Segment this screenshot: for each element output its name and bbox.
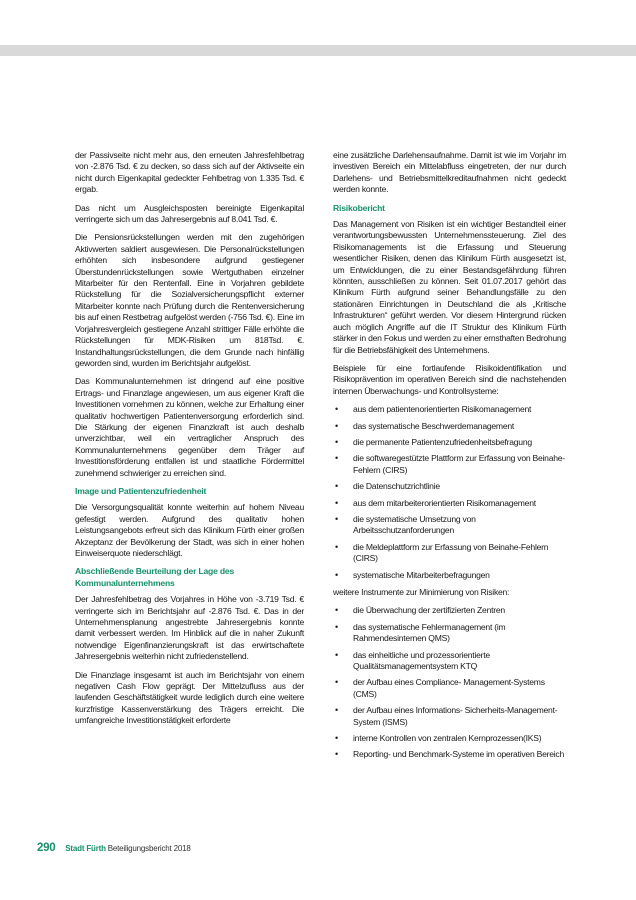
list-instrumente xyxy=(333,605,566,760)
list-item: • interne Kontrollen von zentralen Kernprozessen(IKS) xyxy=(335,733,542,744)
paragraph-eigenkapital: Das nicht um Ausgleichsposten bereinigte Eigenkapital verringerte sich um das Jahresergebnis auf 8.041 Tsd. €. xyxy=(75,202,304,225)
paragraph-beispiele: Beispiele für eine fortlaufende Risikoidentifikation und Risikoprävention im operativen Bereich sind die nachstehenden internen Überwachungs- und Kontrollsysteme: xyxy=(333,362,566,396)
bullet-icon: • xyxy=(335,677,338,688)
list-item: • die Überwachung der zertifizierten Zentren xyxy=(335,605,505,616)
bullet-icon: • xyxy=(335,649,338,660)
list-item: • die Datenschutzrichtlinie xyxy=(335,481,440,492)
paragraph-risikomanagement: Das Management von Risiken ist ein wichtiger Bestandteil einer verantwortungsbewussten Unternehmenssteuerung. Ziel des Risikomanagements ist die Erfassung und Steuerung wesentlicher Risiken, denen das Klinikum Fürth ausgesetzt ist, um Entwicklungen, die zu einer Bestandsgefährdung führen könnten, ausschließen zu können. Seit 01.07.2017 gehört das Klinikum Fürth aufgrund seiner Behandlungsfälle zu den stationären Einrichtungen in Deutschland die als „Kritische Infrastrukturen“ geführt werden. Vor diesem Hintergrund rücken auch möglich Angriffe auf die IT Struktur des Klinikum Fürth stärker in den Fokus und werden zu einer ernsthaften Bedrohung für die Betriebsfähigkeit des Unternehmens. xyxy=(333,219,566,355)
bullet-icon: • xyxy=(335,705,338,716)
left-column xyxy=(75,150,304,734)
right-column xyxy=(333,150,566,767)
list-item: • die Meldeplattform zur Erfassung von Beinahe-Fehlern (CIRS) xyxy=(335,541,549,564)
paragraph-passivseite: der Passivseite nicht mehr aus, den erneuten Jahresfehlbetrag von -2.876 Tsd. € zu decken, so dass sich auf der Aktivseite ein nicht durch Eigenkapital gedeckter Fehlbetrag von 1.335 Tsd. € ergab. xyxy=(75,150,304,195)
bullet-icon: • xyxy=(335,420,338,431)
paragraph-finanzlage: Die Finanzlage insgesamt ist auch im Berichtsjahr von einem negativen Cash Flow geprägt. Der Mittelzufluss aus der laufenden Geschäftstätigkeit wurde lediglich durch eine weitere kurzfristige Kassenverstärkung des Trägers erreicht. Die umfangreiche Investitionstätigkeit erforderte xyxy=(75,669,304,726)
list-kontrollsysteme xyxy=(333,404,566,581)
bullet-icon: • xyxy=(335,605,338,616)
footer-brand: Stadt Fürth xyxy=(65,844,106,853)
bullet-icon: • xyxy=(335,749,338,760)
footer-report-title: Beteiligungsbericht 2018 xyxy=(107,844,191,853)
list-item: • die systematische Umsetzung von Arbeitsschutzanforderungen xyxy=(335,513,476,536)
page-footer xyxy=(37,842,191,854)
paragraph-kommunalunternehmen: Das Kommunalunternehmen ist dringend auf eine positive Ertrags- und Finanzlage angewiesen, um aus eigener Kraft die Investitionen vornehmen zu können, welche zur Erhaltung einer qualitativ hochwertigen Patientenversorgung erforderlich sind. Die Stärkung der eigenen Finanzkraft ist auch deshalb unverzichtbar, weil ein vertraglicher Anspruch des Kommunalunternehmens gegenüber dem Träger auf Investitionsförderung entfallen ist und staatliche Fördermittel zunehmend schwieriger zu erreichen sind. xyxy=(75,376,304,478)
list-item: • aus dem patientenorientierten Risikomanagement xyxy=(335,404,532,415)
bullet-icon: • xyxy=(335,481,338,492)
list-item: • die permanente Patientenzufriedenheitsbefragung xyxy=(335,436,532,447)
heading-abschliessende-beurteilung: Abschließende Beurteilung der Lage des Kommunalunternehmens xyxy=(75,566,235,588)
list-item: • Reporting- und Benchmark-Systeme im operativen Bereich xyxy=(335,749,564,760)
bullet-icon: • xyxy=(335,497,338,508)
paragraph-darlehensaufnahme: eine zusätzliche Darlehensaufnahme. Damit ist wie im Vorjahr im investiven Bereich ein Mittelabfluss eingetreten, der nur durch Darlehens- und Betriebsmittelkreditaufnahmen nicht gedeckt werden konnte. xyxy=(333,150,566,195)
paragraph-versorgungsqualitaet: Die Versorgungsqualität konnte weiterhin auf hohem Niveau gefestigt werden. Aufgrund des qualitativ hohen Leistungsangebots erfreut sich das Klinikum Fürth einer großen Akzeptanz der Bevölkerung der Stadt, was sich in einer hohen Einweiserquote niederschlägt. xyxy=(75,502,304,558)
list-item: • aus dem mitarbeiterorientierten Risikomanagement xyxy=(335,497,536,508)
bullet-icon: • xyxy=(335,621,338,632)
bullet-icon: • xyxy=(335,436,338,447)
bullet-icon: • xyxy=(335,453,338,464)
bullet-icon: • xyxy=(335,733,338,744)
heading-image-patientenzufriedenheit: Image und Patientenzufriedenheit xyxy=(75,485,207,496)
list-item: • das systematische Fehlermanagement (im Rahmendesinternen QMS) xyxy=(335,621,506,644)
list-item: • die softwaregestützte Plattform zur Erfassung von Beinahe-Fehlern (CIRS) xyxy=(335,453,565,475)
paragraph-pensionsrueckstellungen: Die Pensionsrückstellungen werden mit den zugehörigen Aktivwerten saldiert ausgewiesen. Die Personalrückstellungen erhöhten sich insbesondere aufgrund gestiegener Überstundenrückstellungen sowie Wertguthaben einzelner Mitarbeiter für den Rentenfall. Eine in Vorjahren gebildete Rückstellung für die Sozialversicherungspflicht externer Mitarbeiter konnte nach Prüfung durch die Rentenversicherung bis auf einen Restbetrag aufgelöst werden (-756 Tsd. €). Eine im Vorjahresvergleich gestiegene Anzahl strittiger Fälle erhöhte die Rückstellungen für MDK-Risiken um 818Tsd. €. Instandhaltungsrückstellungen, die dem Grunde nach hinfällig geworden sind, wurden im Berichtsjahr aufgelöst. xyxy=(75,232,304,368)
list-item: • das einheitliche und prozessorientierte Qualitätsmanagementsystem KTQ xyxy=(335,649,490,672)
paragraph-jahresfehlbetrag: Der Jahresfehlbetrag des Vorjahres in Höhe von -3.719 Tsd. € verringerte sich im Berichtsjahr auf -2.876 Tsd. €. Das in der Unternehmensplanung angestrebte Jahresergebnis konnte damit verbessert werden. Im Hinblick auf die in naher Zukunft notwendige Eigenfinanzierungskraft ist das erwirtschaftete Jahresergebnis weiterhin nicht zufriedenstellend. xyxy=(75,594,304,662)
heading-risikobericht: Risikobericht xyxy=(333,202,385,213)
bullet-icon: • xyxy=(335,569,338,580)
list-item: • der Aufbau eines Informations- Sicherheits-Management-System (ISMS) xyxy=(335,705,558,727)
page-number: 290 xyxy=(37,842,56,854)
bullet-icon: • xyxy=(335,404,338,415)
bullet-icon: • xyxy=(335,513,338,524)
paragraph-weitere-instrumente: weitere Instrumente zur Minimierung von Risiken: xyxy=(333,587,510,597)
top-header-bar xyxy=(0,45,636,56)
list-item: • das systematische Beschwerdemanagement xyxy=(335,420,515,431)
list-item: • systematische Mitarbeiterbefragungen xyxy=(335,569,490,580)
list-item: • der Aufbau eines Compliance- Management-Systems (CMS) xyxy=(335,677,545,699)
bullet-icon: • xyxy=(335,541,338,552)
